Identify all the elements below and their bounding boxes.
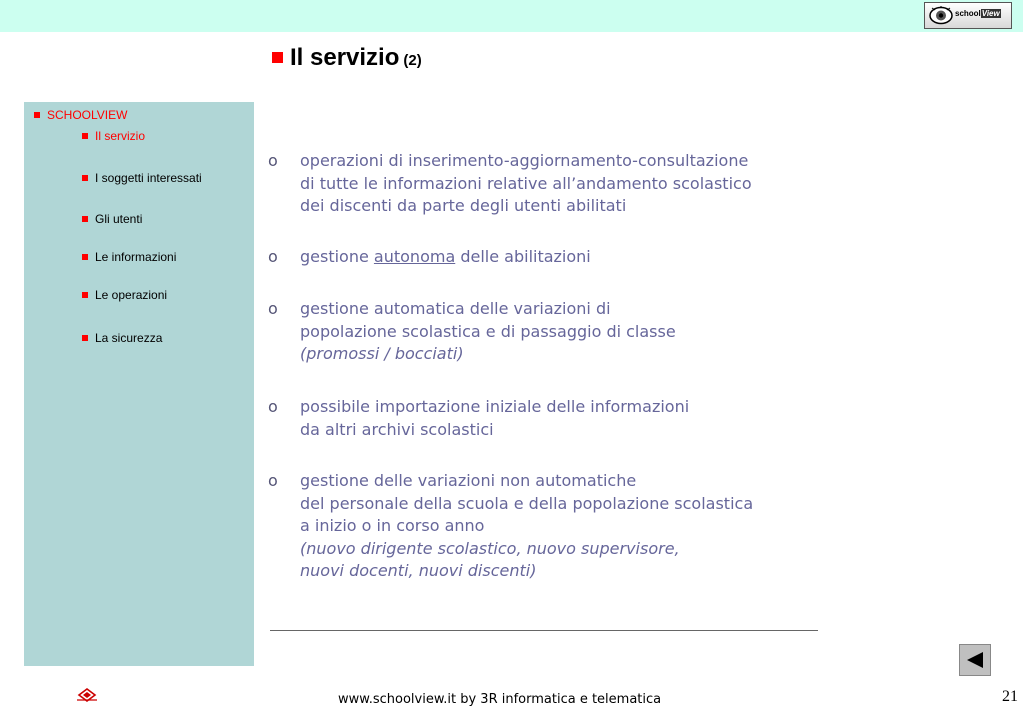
circle-bullet: o <box>268 397 278 416</box>
top-banner <box>0 0 1023 32</box>
page-number: 21 <box>1002 688 1018 705</box>
bullet-icon <box>82 335 88 341</box>
bullet-icon <box>82 216 88 222</box>
circle-bullet: o <box>268 151 278 170</box>
sidebar-item-soggetti[interactable]: I soggetti interessati <box>82 171 202 185</box>
sidebar-item-il-servizio[interactable]: Il servizio <box>82 129 145 143</box>
circle-bullet: o <box>268 471 278 490</box>
divider <box>270 630 818 631</box>
title-bullet <box>272 52 283 63</box>
sidebar-item-operazioni[interactable]: Le operazioni <box>82 288 167 302</box>
bullet-icon <box>82 175 88 181</box>
bullet-icon <box>82 133 88 139</box>
schoolview-logo <box>924 2 1012 29</box>
sidebar-item-schoolview[interactable]: SCHOOLVIEW <box>34 108 127 122</box>
sidebar-item-sicurezza[interactable]: La sicurezza <box>82 331 162 345</box>
previous-slide-button[interactable] <box>959 644 991 676</box>
sidebar-item-informazioni[interactable]: Le informazioni <box>82 250 176 264</box>
eye-icon <box>929 6 953 25</box>
arrow-left-icon <box>965 650 985 670</box>
logo-text: schoolView <box>955 9 1000 18</box>
company-logo-icon <box>76 686 98 704</box>
sidebar <box>24 102 254 666</box>
footer-text: www.schoolview.it by 3R informatica e telematica <box>338 692 662 707</box>
sidebar-item-utenti[interactable]: Gli utenti <box>82 212 142 226</box>
circle-bullet: o <box>268 299 278 318</box>
underlined-text: autonoma <box>373 247 456 266</box>
page-title <box>272 44 422 72</box>
bullet-icon <box>34 112 40 118</box>
title-text: Il servizio <box>290 44 400 71</box>
title-suffix: (2) <box>403 52 422 69</box>
bullet-icon <box>82 254 88 260</box>
bullet-icon <box>82 292 88 298</box>
circle-bullet: o <box>268 247 278 266</box>
